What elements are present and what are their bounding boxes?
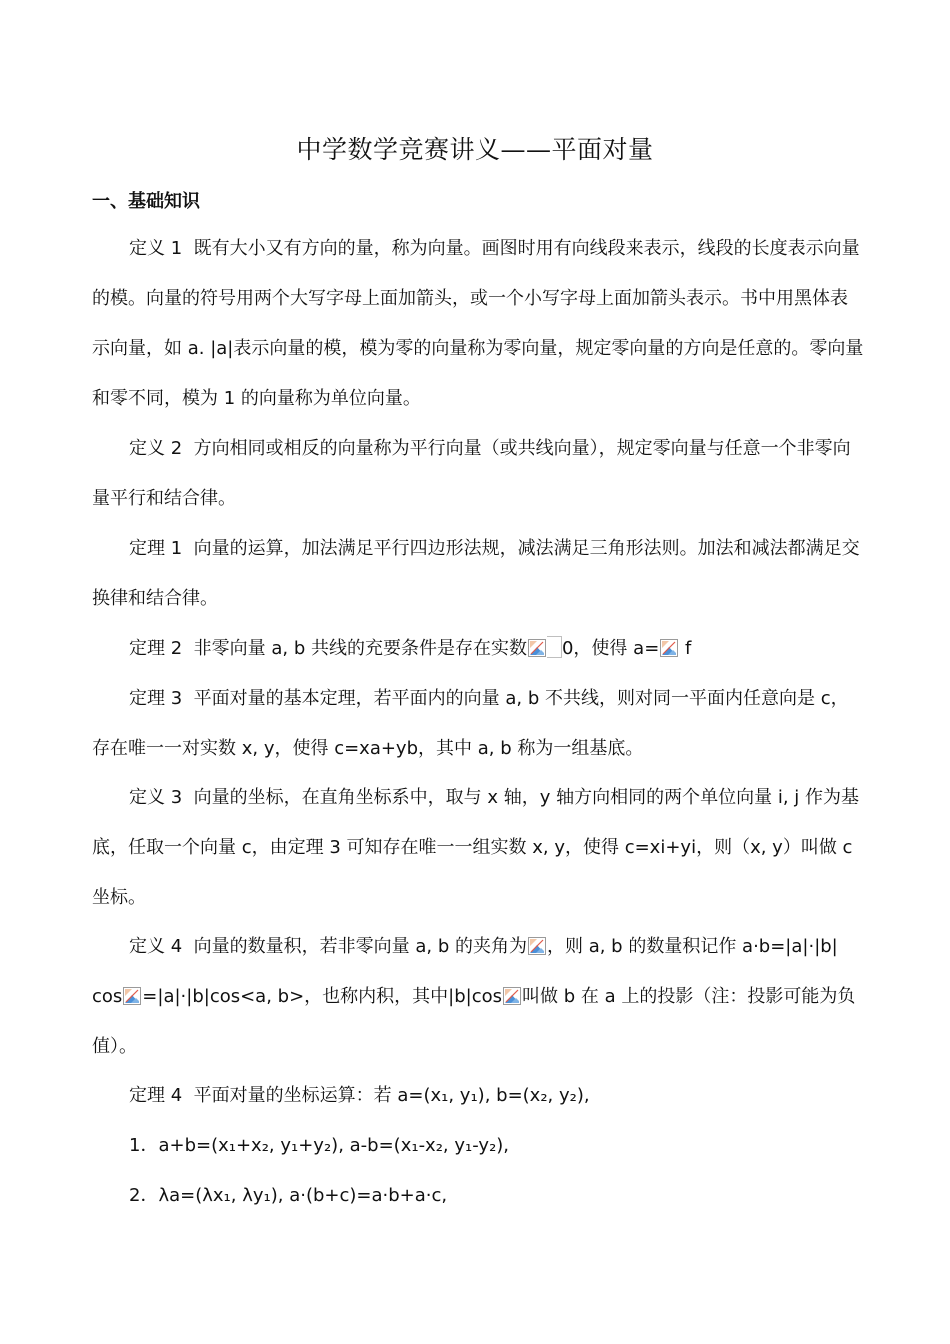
- broken-image-icon: [503, 987, 521, 1005]
- definition-3-label: 定义 3: [129, 787, 183, 808]
- section-heading: 一、基础知识: [92, 191, 200, 212]
- definition-1: [92, 224, 864, 424]
- broken-image-icon: [660, 639, 678, 657]
- theorem-2-label: 定理 2: [129, 638, 183, 659]
- theorem-2-text-b: 0，使得 a=: [561, 638, 660, 659]
- theorem-1-text: 向量的运算，加法满足平行四边形法规，减法满足三角形法则。加法和减法都满足交换律和结合律。: [92, 538, 860, 609]
- definition-4: [92, 922, 864, 1072]
- list-item: 1．a+b=(x₁+x₂, y₁+y₂), a-b=(x₁-x₂, y₁-y₂),: [129, 1135, 510, 1156]
- definition-4-text-c: =|a|·|b|cos<a, b>，也称内积，其中|b|cos: [142, 986, 503, 1007]
- definition-4-label: 定义 4: [129, 936, 183, 957]
- theorem-2-text-c: f: [685, 638, 692, 659]
- definition-2-label: 定义 2: [129, 438, 183, 459]
- image-frame: [547, 636, 562, 658]
- broken-image-icon: [123, 987, 141, 1005]
- broken-image-icon: [528, 639, 546, 657]
- definition-2: [92, 424, 864, 524]
- theorem-4-text: 平面对量的坐标运算：若 a=(x₁, y₁), b=(x₂, y₂),: [193, 1085, 590, 1106]
- theorem-2-text-a: 非零向量 a, b 共线的充要条件是存在实数: [193, 638, 527, 659]
- theorem-1: [92, 524, 864, 624]
- theorem-4-label: 定理 4: [129, 1085, 183, 1106]
- theorem-2: [92, 624, 864, 674]
- definition-4-text-a: 向量的数量积，若非零向量 a, b 的夹角为: [193, 936, 527, 957]
- theorem-3-label: 定理 3: [129, 688, 183, 709]
- list-item: 2．λa=(λx₁, λy₁), a·(b+c)=a·b+a·c,: [129, 1185, 448, 1206]
- theorem-3: [92, 674, 864, 774]
- definition-3: [92, 773, 864, 923]
- theorem-3-text: 平面对量的基本定理，若平面内的向量 a, b 不共线，则对同一平面内任意向是 c，存在唯一一对实数 x, y，使得 c=xa+yb，其中 a, b 称为一组基底。: [92, 688, 849, 759]
- definition-1-label: 定义 1: [129, 238, 183, 259]
- definition-2-text: 方向相同或相反的向量称为平行向量（或共线向量），规定零向量与任意一个非零向量平行和结合律。: [92, 438, 851, 509]
- definition-3-text: 向量的坐标，在直角坐标系中，取与 x 轴，y 轴方向相同的两个单位向量 i, j 作为基底，任取一个向量 c，由定理 3 可知存在唯一一组实数 x, y，使得 c=xi+yi，则（x, y）叫做 c 坐标。: [92, 787, 859, 908]
- definition-4-text-d: 叫做 b 在 a 上的投影（注：投影可能为负值）。: [92, 986, 856, 1057]
- theorem-1-label: 定理 1: [129, 538, 183, 559]
- theorem-4: [92, 1071, 864, 1121]
- definition-4-text-b: ，则 a, b 的数量积记作 a·b=|a|·|b| cos: [92, 936, 838, 1007]
- definition-1-text: 既有大小又有方向的量，称为向量。画图时用有向线段来表示，线段的长度表示向量的模。向量的符号用两个大写字母上面加箭头，或一个小写字母上面加箭头表示。书中用黑体表示向量，如 a. |a|表示向量的模，模为零的向量称为零向量，规定零向量的方向是任意的。零向量和零不同，模为 1 的向量称为单位向量。: [92, 238, 864, 409]
- broken-image-icon: [528, 937, 546, 955]
- page-title: 中学数学竞赛讲义——平面对量: [296, 135, 654, 164]
